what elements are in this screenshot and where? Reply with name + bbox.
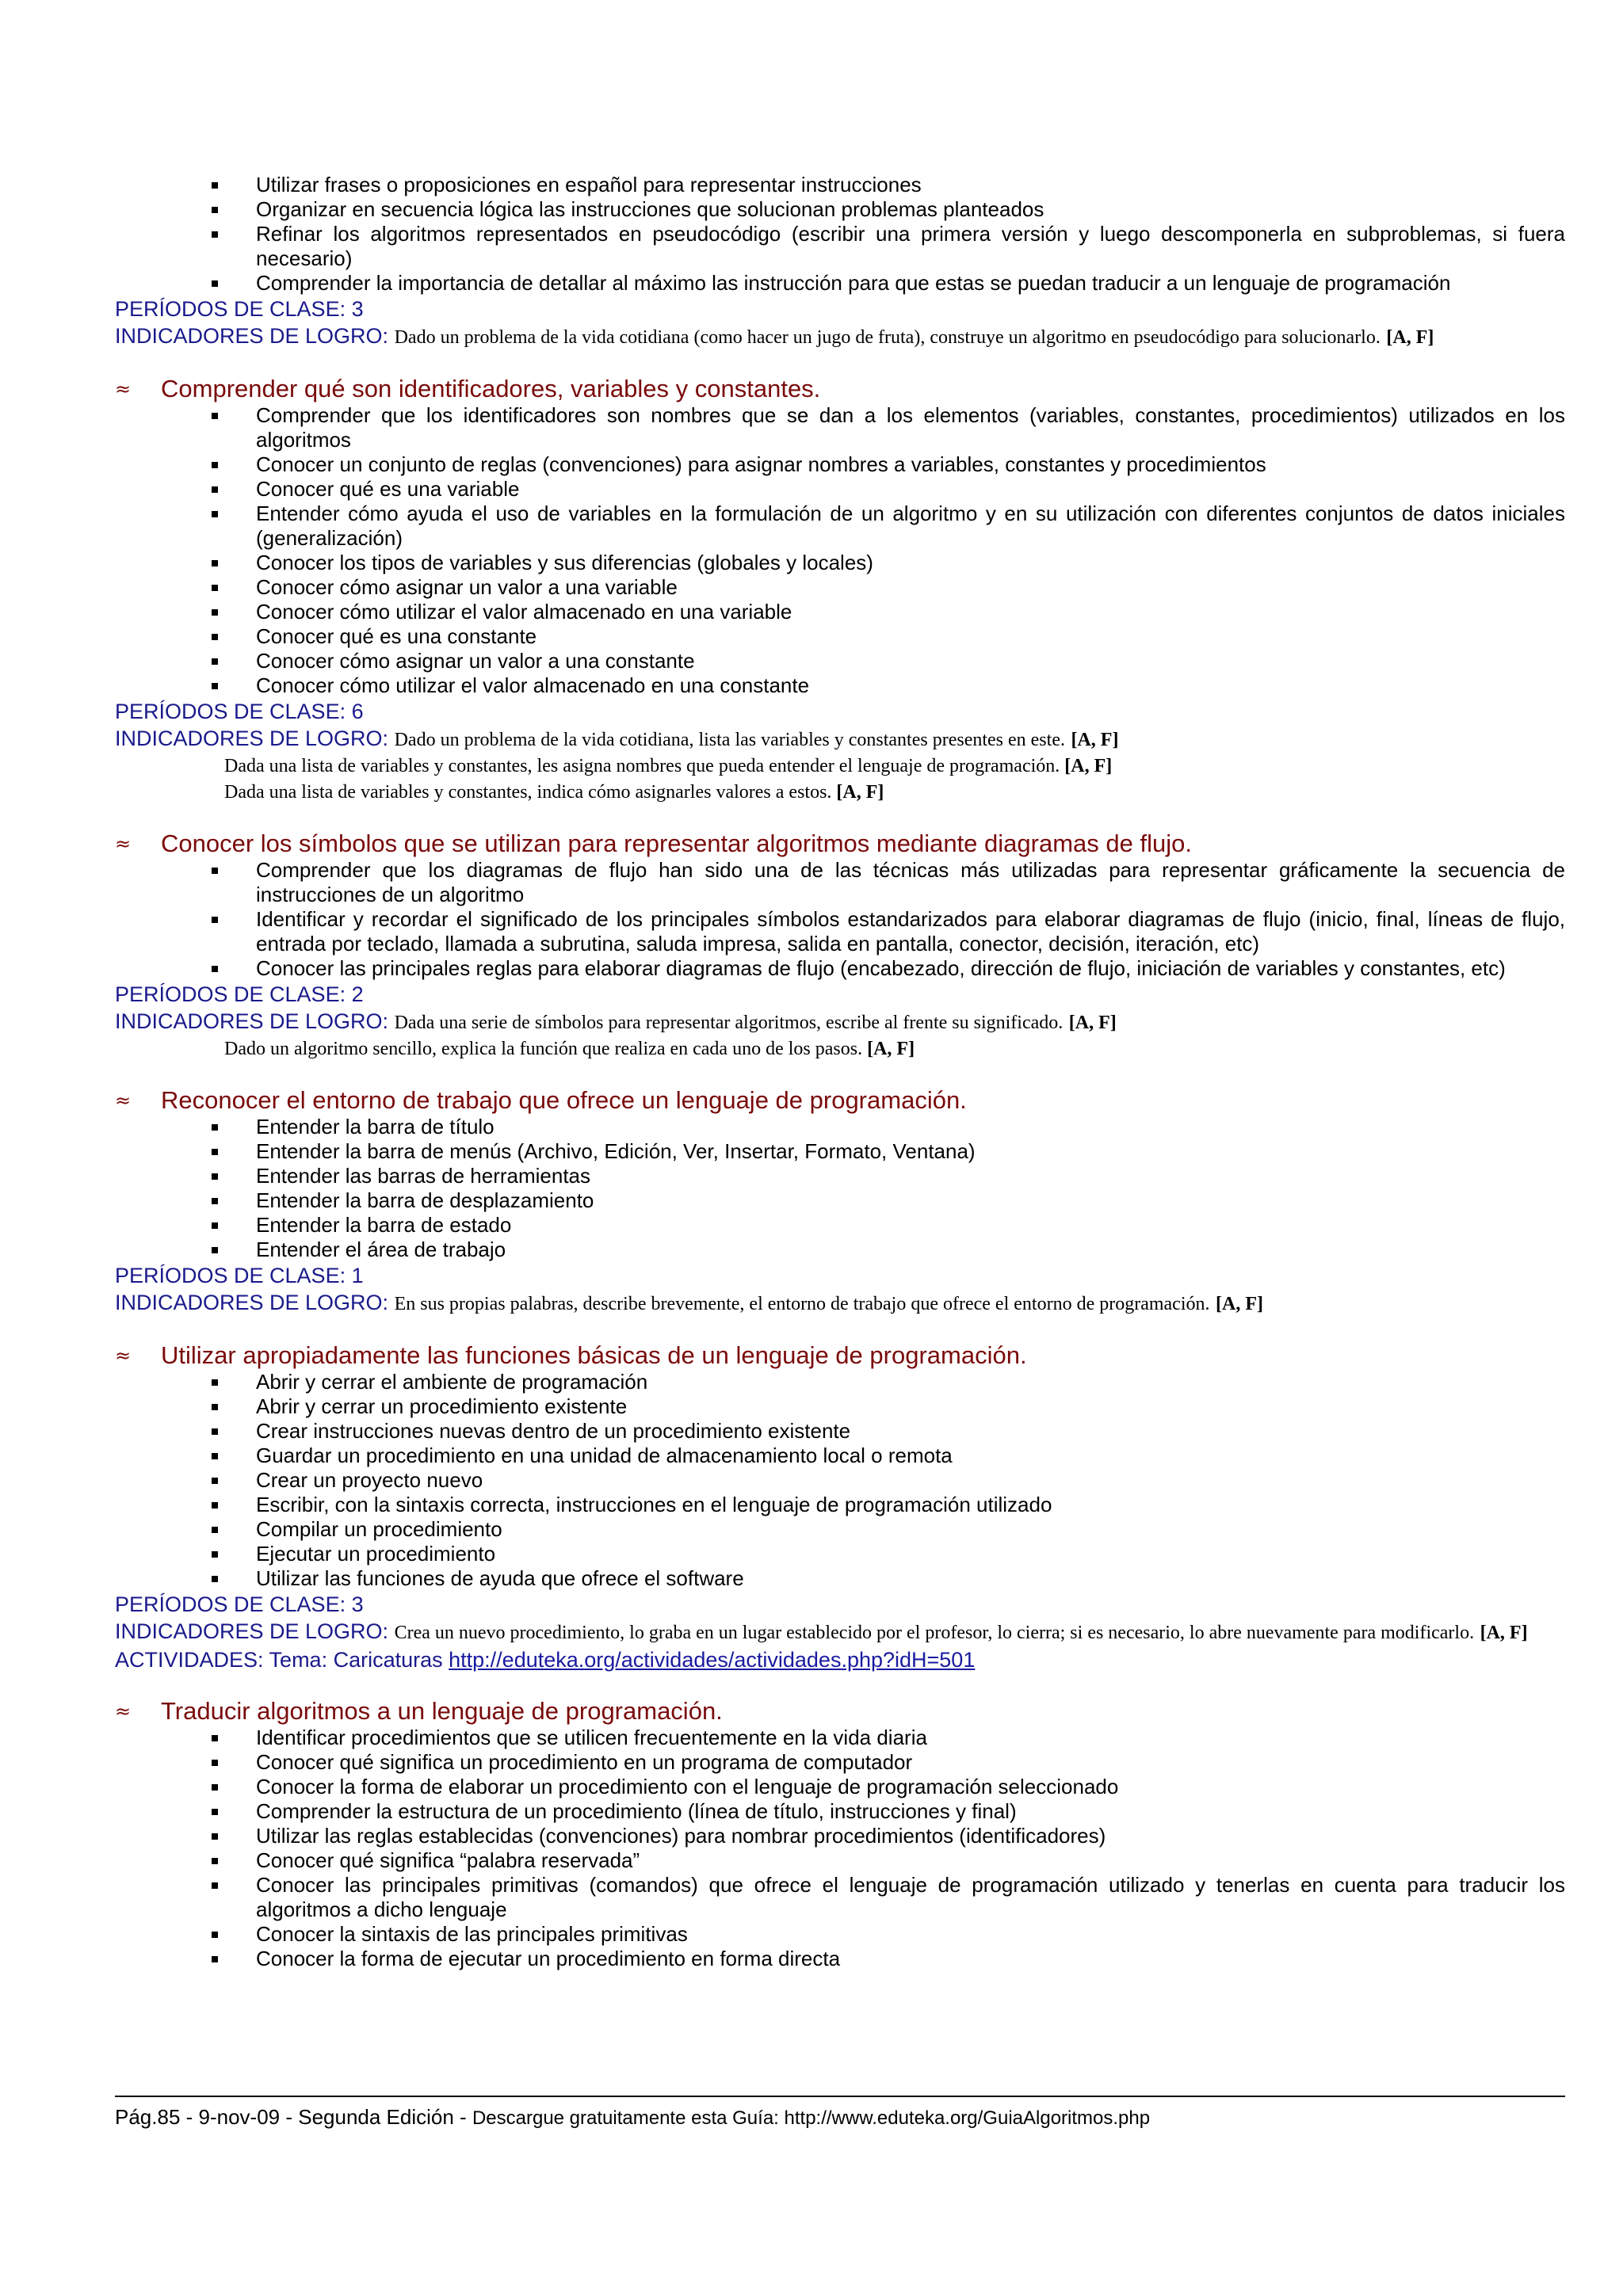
list-item: Conocer cómo asignar un valor a una variable — [256, 575, 1565, 600]
list-item: Utilizar frases o proposiciones en español para representar instrucciones — [256, 173, 1565, 197]
list-item: Utilizar las funciones de ayuda que ofrece el software — [256, 1566, 1565, 1591]
actividades-link[interactable]: http://eduteka.org/actividades/actividades.php?idH=501 — [449, 1648, 976, 1672]
list-item: Identificar y recordar el significado de los principales símbolos estandarizados para elaborar diagramas de flujo (inicio, final, líneas de flujo, entrada por teclado, llamada a subrutina, saluda impresa, salida en pantalla, conector, decisión, iteración, etc) — [256, 907, 1565, 955]
section-traducir-algoritmos — [115, 1697, 1565, 1971]
section-title-text: Utilizar apropiadamente las funciones básicas de un lenguaje de programación. — [161, 1341, 1027, 1369]
indicadores-label: INDICADORES DE LOGRO: — [115, 324, 389, 348]
list-item: Conocer la sintaxis de las principales primitivas — [256, 1922, 1565, 1947]
list-item: Conocer qué significa un procedimiento en un programa de computador — [256, 1750, 1565, 1775]
list-item: Crear un proyecto nuevo — [256, 1468, 1565, 1493]
footer-download-note: Descargue gratuitamente esta Guía: http://www.eduteka.org/GuiaAlgoritmos.php — [472, 2107, 1151, 2129]
approx-icon: ≈ — [115, 833, 132, 855]
section-title-text: Comprender qué son identificadores, variables y constantes. — [161, 375, 821, 402]
section-title — [115, 375, 1565, 403]
list-item: Conocer la forma de elaborar un procedimiento con el lenguaje de programación seleccionado — [256, 1775, 1565, 1799]
indicadores-extra-text: Dada una lista de variables y constantes, indica cómo asignarles valores a estos. — [224, 782, 832, 803]
section-funciones-basicas — [115, 1341, 1565, 1673]
list-item: Conocer las principales reglas para elaborar diagramas de flujo (encabezado, dirección de flujo, iniciación de variables y constantes, etc) — [256, 956, 1565, 981]
list-item: Conocer un conjunto de reglas (convenciones) para asignar nombres a variables, constantes y procedimientos — [256, 452, 1565, 477]
indicadores-text: En sus propias palabras, describe brevemente, el entorno de trabajo que ofrece el entorno de programación. — [394, 1294, 1210, 1314]
list-item: Conocer qué es una constante — [256, 624, 1565, 649]
section-title-text: Reconocer el entorno de trabajo que ofrece un lenguaje de programación. — [161, 1086, 967, 1114]
list-item: Conocer cómo utilizar el valor almacenado en una constante — [256, 673, 1565, 698]
indicadores-label: INDICADORES DE LOGRO: — [115, 1291, 389, 1314]
section-title-text: Conocer los símbolos que se utilizan para representar algoritmos mediante diagramas de flujo. — [161, 830, 1192, 857]
indicadores-extra-text: Dada una lista de variables y constantes, les asigna nombres que pueda entender el lenguaje de programación. — [224, 756, 1060, 776]
list-item: Conocer la forma de ejecutar un procedimiento en forma directa — [256, 1947, 1565, 1971]
approx-icon: ≈ — [115, 1089, 132, 1112]
actividades-label: ACTIVIDADES: Tema: Caricaturas — [115, 1648, 443, 1672]
indicadores-text: Dada una serie de símbolos para representar algoritmos, escribe al frente su significado. — [394, 1013, 1064, 1033]
indicadores-de-logro — [115, 1289, 1565, 1318]
list-item: Comprender la importancia de detallar al máximo las instrucción para que estas se puedan traducir a un lenguaje de programación — [256, 271, 1565, 296]
section-list — [115, 1115, 1565, 1262]
periodos-de-clase: PERÍODOS DE CLASE: 2 — [115, 982, 364, 1006]
actividades — [115, 1646, 1565, 1673]
section-title — [115, 1341, 1565, 1370]
periodos-de-clase: PERÍODOS DE CLASE: 3 — [115, 1592, 364, 1616]
section-list — [115, 1370, 1565, 1591]
list-item: Conocer qué significa “palabra reservada” — [256, 1848, 1565, 1873]
indicadores-label: INDICADORES DE LOGRO: — [115, 1009, 389, 1033]
list-item: Conocer cómo asignar un valor a una constante — [256, 649, 1565, 673]
approx-icon: ≈ — [115, 1344, 132, 1367]
list-item: Utilizar las reglas establecidas (convenciones) para nombrar procedimientos (identificadores) — [256, 1824, 1565, 1848]
list-item: Identificar procedimientos que se utilicen frecuentemente en la vida diaria — [256, 1726, 1565, 1750]
list-item: Conocer qué es una variable — [256, 477, 1565, 502]
indicadores-text: Dado un problema de la vida cotidiana, lista las variables y constantes presentes en este. — [394, 730, 1065, 750]
list-item: Comprender que los diagramas de flujo han sido una de las técnicas más utilizadas para representar gráficamente la secuencia de instrucciones de un algoritmo — [256, 858, 1565, 906]
page-content — [115, 173, 1565, 1971]
list-item: Comprender que los identificadores son nombres que se dan a los elementos (variables, constantes, procedimientos) utilizados en los algoritmos — [256, 403, 1565, 452]
list-item: Entender la barra de título — [256, 1115, 1565, 1139]
list-item: Entender cómo ayuda el uso de variables en la formulación de un algoritmo y en su utilización con diferentes conjuntos de datos iniciales (generalización) — [256, 502, 1565, 550]
section-identificadores — [115, 375, 1565, 806]
list-item: Conocer cómo utilizar el valor almacenado en una variable — [256, 600, 1565, 624]
indicadores-tag: [A, F] — [1386, 327, 1434, 348]
list-item: Crear instrucciones nuevas dentro de un procedimiento existente — [256, 1419, 1565, 1444]
section-list — [115, 403, 1565, 698]
list-item: Abrir y cerrar un procedimiento existente — [256, 1394, 1565, 1419]
section-title — [115, 1697, 1565, 1726]
list-item: Ejecutar un procedimiento — [256, 1542, 1565, 1566]
section-title-text: Traducir algoritmos a un lenguaje de programación. — [161, 1697, 723, 1725]
list-item: Conocer las principales primitivas (comandos) que ofrece el lenguaje de programación utilizado y tenerlas en cuenta para traducir los algoritmos a dicho lenguaje — [256, 1873, 1565, 1921]
section-list — [115, 858, 1565, 981]
indicadores-tag: [A, F] — [1216, 1294, 1263, 1314]
intro-list — [115, 173, 1565, 296]
indicadores-extra — [115, 780, 1565, 806]
indicadores-tag: [A, F] — [1071, 730, 1119, 750]
indicadores-text: Dado un problema de la vida cotidiana (como hacer un jugo de fruta), construye un algoritmo en pseudocódigo para solucionarlo. — [394, 327, 1381, 348]
list-item: Refinar los algoritmos representados en pseudocódigo (escribir una primera versión y luego descomponerla en subproblemas, si fuera necesario) — [256, 222, 1565, 270]
list-item: Organizar en secuencia lógica las instrucciones que solucionan problemas planteados — [256, 197, 1565, 222]
indicadores-tag: [A, F] — [836, 782, 884, 803]
indicadores-de-logro — [115, 725, 1565, 753]
indicadores-extra — [115, 1036, 1565, 1062]
indicadores-label: INDICADORES DE LOGRO: — [115, 1619, 389, 1643]
periodos-de-clase: PERÍODOS DE CLASE: 1 — [115, 1264, 364, 1287]
indicadores-de-logro — [115, 1618, 1565, 1646]
list-item: Escribir, con la sintaxis correcta, instrucciones en el lenguaje de programación utilizado — [256, 1493, 1565, 1517]
list-item: Entender las barras de herramientas — [256, 1164, 1565, 1188]
section-diagramas-de-flujo — [115, 830, 1565, 1062]
periodos-de-clase: PERÍODOS DE CLASE: 6 — [115, 700, 364, 723]
footer-page-info: Pág.85 - 9-nov-09 - Segunda Edición - — [115, 2105, 467, 2129]
page-footer — [115, 2096, 1565, 2130]
section-entorno-de-trabajo — [115, 1086, 1565, 1318]
indicadores-extra-text: Dado un algoritmo sencillo, explica la función que realiza en cada uno de los pasos. — [224, 1039, 863, 1059]
list-item: Entender la barra de desplazamiento — [256, 1188, 1565, 1213]
indicadores-tag: [A, F] — [867, 1039, 915, 1059]
section-list — [115, 1726, 1565, 1971]
indicadores-tag: [A, F] — [1068, 1013, 1117, 1033]
section-title — [115, 830, 1565, 858]
list-item: Entender la barra de estado — [256, 1213, 1565, 1238]
approx-icon: ≈ — [115, 1700, 132, 1722]
indicadores-tag: [A, F] — [1480, 1623, 1528, 1643]
indicadores-extra — [115, 753, 1565, 780]
indicadores-text: Crea un nuevo procedimiento, lo graba en un lugar establecido por el profesor, lo cierra; si es necesario, lo abre nuevamente para modificarlo. — [394, 1623, 1475, 1643]
list-item: Conocer los tipos de variables y sus diferencias (globales y locales) — [256, 551, 1565, 575]
indicadores-de-logro — [115, 1008, 1565, 1036]
intro-block — [115, 173, 1565, 351]
list-item: Entender el área de trabajo — [256, 1238, 1565, 1262]
approx-icon: ≈ — [115, 378, 132, 400]
list-item: Comprender la estructura de un procedimiento (línea de título, instrucciones y final) — [256, 1799, 1565, 1824]
list-item: Abrir y cerrar el ambiente de programación — [256, 1370, 1565, 1394]
indicadores-tag: [A, F] — [1064, 756, 1113, 776]
list-item: Guardar un procedimiento en una unidad de almacenamiento local o remota — [256, 1444, 1565, 1468]
indicadores-de-logro — [115, 322, 1565, 351]
indicadores-label: INDICADORES DE LOGRO: — [115, 727, 389, 750]
list-item: Entender la barra de menús (Archivo, Edición, Ver, Insertar, Formato, Ventana) — [256, 1139, 1565, 1164]
section-title — [115, 1086, 1565, 1115]
periodos-de-clase: PERÍODOS DE CLASE: 3 — [115, 297, 364, 321]
list-item: Compilar un procedimiento — [256, 1517, 1565, 1542]
